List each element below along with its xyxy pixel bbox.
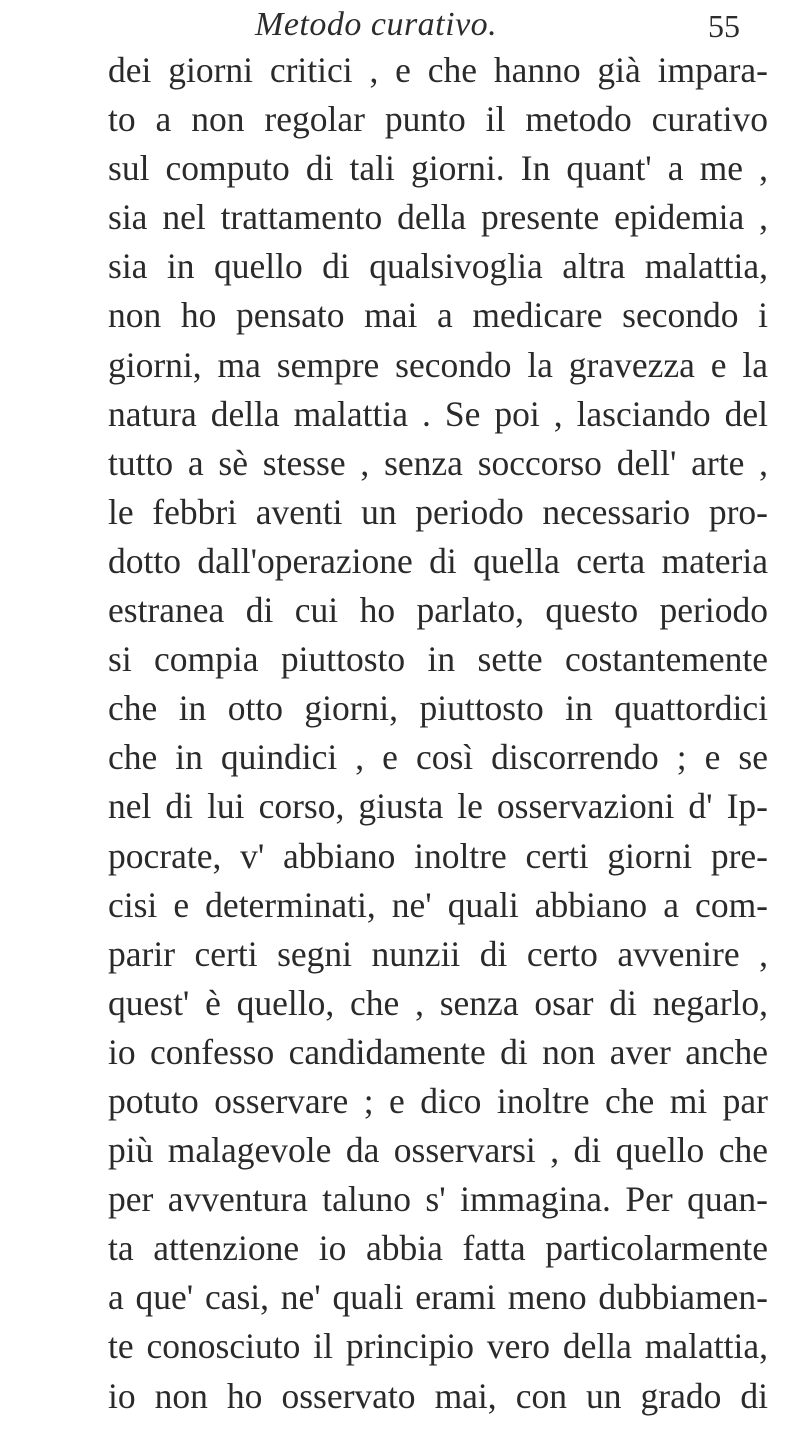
- text-line: si compia piuttosto in sette costantemente: [108, 639, 768, 680]
- text-line: natura della malattia . Se poi , lasciando del: [108, 393, 768, 434]
- text-line: to a non regolar punto il metodo curativo: [108, 99, 768, 140]
- text-line: tutto a sè stesse , senza soccorso dell' arte ,: [108, 442, 768, 483]
- text-line: estranea di cui ho parlato, questo periodo: [108, 590, 768, 631]
- text-line: le febbri aventi un periodo necessario pro-: [108, 491, 768, 532]
- text-line: che in quindici , e così discorrendo ; e se: [108, 737, 768, 778]
- body-text: [108, 46, 768, 1421]
- text-line: potuto osservare ; e dico inoltre che mi par: [108, 1080, 768, 1121]
- text-line: per avventura taluno s' immagina. Per quan-: [108, 1179, 768, 1220]
- text-line: io confesso candidamente di non aver anche: [108, 1031, 768, 1072]
- text-line: sia nel trattamento della presente epidemia ,: [108, 197, 768, 238]
- text-line: giorni, ma sempre secondo la gravezza e la: [108, 344, 768, 385]
- text-line: dotto dall'operazione di quella certa materia: [108, 540, 768, 581]
- text-line: più malagevole da osservarsi , di quello che: [108, 1130, 768, 1171]
- text-line: sul computo di tali giorni. In quant' a me ,: [108, 148, 768, 189]
- text-line: a que' casi, ne' quali erami meno dubbiamen-: [108, 1277, 768, 1318]
- text-line: parir certi segni nunzii di certo avvenire ,: [108, 933, 768, 974]
- text-line: dei giorni critici , e che hanno già impara-: [108, 50, 768, 90]
- text-line: pocrate, v' abbiano inoltre certi giorni pre-: [108, 835, 768, 876]
- text-line: ta attenzione io abbia fatta particolarmente: [108, 1228, 768, 1269]
- running-title: Metodo curativo.: [255, 6, 498, 43]
- text-line: che in otto giorni, piuttosto in quattordici: [108, 688, 768, 729]
- text-line: io non ho osservato mai, con un grado di: [108, 1375, 768, 1416]
- text-line: sia in quello di qualsivoglia altra malattia,: [108, 246, 768, 287]
- page-number: 55: [708, 8, 740, 44]
- text-line: nel di lui corso, giusta le osservazioni d' Ip-: [108, 786, 768, 827]
- text-line: non ho pensato mai a medicare secondo i: [108, 295, 768, 336]
- text-line: cisi e determinati, ne' quali abbiano a com-: [108, 884, 768, 925]
- text-line: quest' è quello, che , senza osar di negarlo,: [108, 982, 768, 1023]
- text-line: te conosciuto il principio vero della malattia,: [108, 1326, 768, 1367]
